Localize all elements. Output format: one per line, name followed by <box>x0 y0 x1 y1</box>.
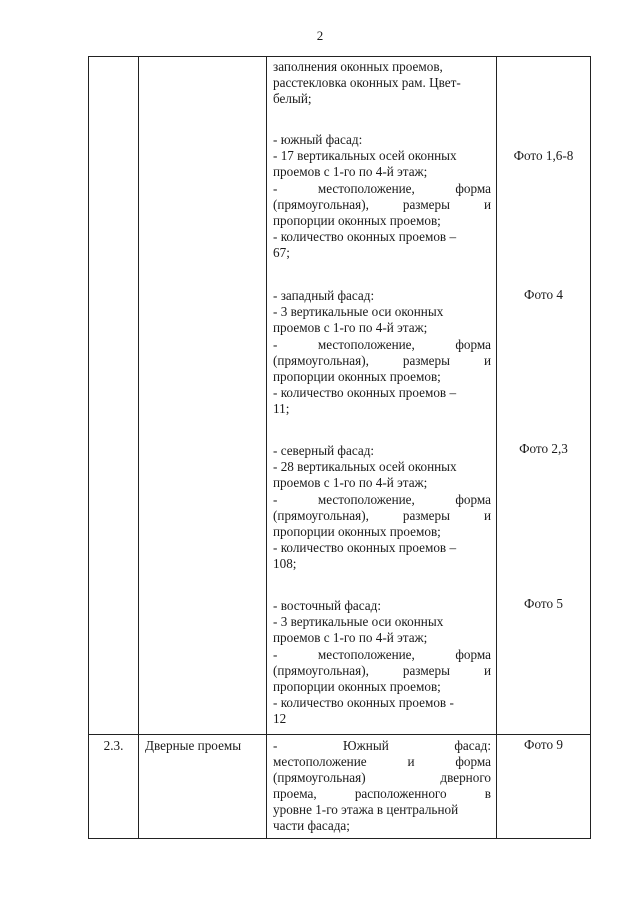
facade-axes-floors: проемов с 1-го по 4-й этаж; <box>273 630 428 645</box>
photo-reference: Фото 4 <box>524 287 563 302</box>
row-number: 2.3. <box>103 738 124 753</box>
facade-axes-floors: проемов с 1-го по 4-й этаж; <box>273 475 428 490</box>
facade-axes: - 28 вертикальных осей оконных <box>273 459 457 474</box>
column-line-2 <box>138 56 139 839</box>
facade-axes: - 3 вертикальные оси оконных <box>273 614 444 629</box>
row-desc-line: (прямоугольная) дверного <box>273 770 491 785</box>
row-desc-line: - Южный фасад: <box>273 738 491 753</box>
facade-count-label: - количество оконных проемов – <box>273 540 457 555</box>
facade-location-line: - местоположение, форма <box>273 647 491 662</box>
column-line-3 <box>266 56 267 839</box>
photo-reference: Фото 9 <box>524 737 563 752</box>
row-desc-line: местоположение и форма <box>273 754 491 769</box>
facade-proportions: пропорции оконных проемов; <box>273 369 441 384</box>
facade-count-label: - количество оконных проемов – <box>273 229 457 244</box>
facade-proportions: пропорции оконных проемов; <box>273 213 441 228</box>
row-desc-line: части фасада; <box>273 818 350 833</box>
facade-proportions: пропорции оконных проемов; <box>273 679 441 694</box>
facade-shape-line: (прямоугольная), размеры и <box>273 353 491 368</box>
facade-count-label: - количество оконных проемов - <box>273 695 454 710</box>
column-line-5 <box>590 56 591 839</box>
facade-shape-line: (прямоугольная), размеры и <box>273 663 491 678</box>
table-bottom-border <box>88 838 591 839</box>
facade-proportions: пропорции оконных проемов; <box>273 524 441 539</box>
facade-location-line: - местоположение, форма <box>273 492 491 507</box>
continuation-line: белый; <box>273 91 312 106</box>
facade-count-value: 12 <box>273 711 287 726</box>
page-number: 2 <box>316 28 324 43</box>
facade-title: - северный фасад: <box>273 443 375 458</box>
continuation-line: расстекловка оконных рам. Цвет- <box>273 75 461 90</box>
facade-count-value: 67; <box>273 245 290 260</box>
photo-reference: Фото 2,3 <box>519 441 568 456</box>
facade-shape-line: (прямоугольная), размеры и <box>273 508 491 523</box>
facade-axes-floors: проемов с 1-го по 4-й этаж; <box>273 320 428 335</box>
facade-location-line: - местоположение, форма <box>273 337 491 352</box>
row-divider <box>88 734 591 735</box>
facade-count-label: - количество оконных проемов – <box>273 385 457 400</box>
facade-title: - южный фасад: <box>273 132 363 147</box>
column-line-1 <box>88 56 89 839</box>
facade-location-line: - местоположение, форма <box>273 181 491 196</box>
facade-axes: - 3 вертикальные оси оконных <box>273 304 444 319</box>
row-desc-line: уровне 1-го этажа в центральной <box>273 802 459 817</box>
facade-count-value: 11; <box>273 401 290 416</box>
facade-count-value: 108; <box>273 556 297 571</box>
row-name: Дверные проемы <box>145 738 242 753</box>
facade-title: - западный фасад: <box>273 288 375 303</box>
facade-title: - восточный фасад: <box>273 598 381 613</box>
facade-shape-line: (прямоугольная), размеры и <box>273 197 491 212</box>
facade-axes: - 17 вертикальных осей оконных <box>273 148 457 163</box>
table-top-border <box>88 56 591 57</box>
continuation-line: заполнения оконных проемов, <box>273 59 443 74</box>
facade-axes-floors: проемов с 1-го по 4-й этаж; <box>273 164 428 179</box>
row-desc-line: проема, расположенного в <box>273 786 491 801</box>
photo-reference: Фото 1,6-8 <box>513 148 574 163</box>
photo-reference: Фото 5 <box>524 596 563 611</box>
